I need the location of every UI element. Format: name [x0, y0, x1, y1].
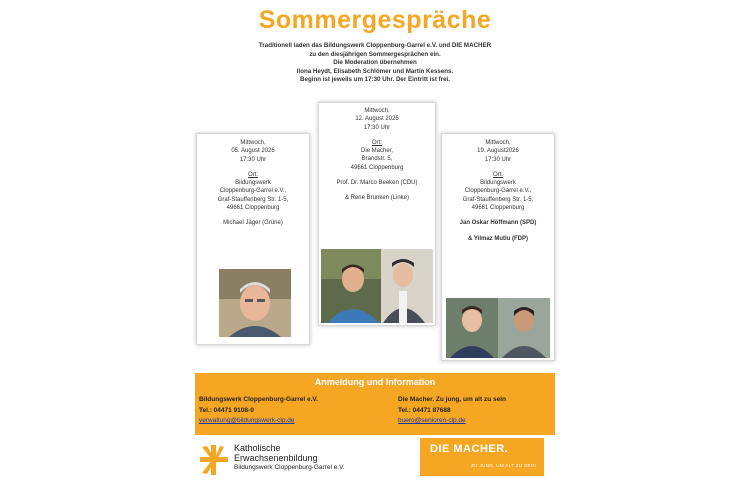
registration-box [195, 373, 555, 435]
speaker-photo [321, 249, 433, 323]
org-email-link[interactable]: buero@senioren-clp.de [398, 417, 466, 424]
org-name: Bildungswerk Cloppenburg-Garrel e.V. [199, 396, 318, 403]
event-address-line: Brandstr. 5, [361, 156, 393, 163]
die-macher-logo [420, 438, 544, 476]
event-time: 17:30 Uhr [484, 156, 512, 163]
intro-line: zu den diesjährigen Sommergesprächen ein. [309, 50, 441, 58]
org-email-link[interactable]: verwaltung@bildungswerk-clp.de [199, 417, 295, 424]
macher-tagline: ZU JUNG, UM ALT ZU SEIN [471, 463, 536, 468]
org-name: Die Macher. Zu jung, um alt zu sein [398, 396, 506, 403]
event-address-line: Graf-Stauffenberg Str. 1-5, [217, 196, 289, 203]
event-day: Mittwoch, [364, 108, 390, 114]
registration-right [398, 395, 506, 427]
speaker-photo [219, 269, 291, 337]
event-date: 05. August 2026 [231, 148, 275, 155]
page-title: Sommergespräche [258, 6, 492, 34]
intro-line: Ilona Heydt, Elisabeth Schlömer und Martin Kessens. [296, 67, 454, 75]
event-address-line: Cloppenburg-Garrel e.V., [219, 188, 287, 195]
event-ort-label: Ort: [372, 139, 382, 146]
org-phone: Tel.: 04471 9108-0 [199, 406, 254, 414]
event-address-line: 49661 Cloppenburg [226, 205, 280, 212]
event-address-line: Cloppenburg-Garrel e.V., [464, 188, 532, 195]
event-time: 17:30 Uhr [239, 156, 267, 163]
keb-line: Erwachsenenbildung [234, 453, 318, 463]
event-address-line: Bildungswerk [235, 180, 271, 187]
event-address-line: 49661 Cloppenburg [350, 164, 404, 171]
intro-line: Beginn ist jeweils um 17:30 Uhr. Der Eintritt ist frei. [300, 76, 450, 84]
event-address-line: Die Macher, [360, 148, 393, 155]
event-person: Prof. Dr. Marco Beeken (CDU) [336, 180, 418, 187]
event-person: & Yilmaz Mutlu (FDP) [468, 235, 528, 242]
event-day: Mittwoch, [240, 140, 266, 146]
event-ort-label: Ort: [493, 171, 503, 178]
keb-logo [198, 441, 398, 481]
event-address-line: 49661 Cloppenburg [471, 205, 525, 212]
keb-line: Katholische [234, 443, 281, 453]
intro-line: Traditionell laden das Bildungswerk Cloppenburg-Garrel e.V. und DIE MACHER [258, 42, 492, 49]
intro-line: Die Moderation übernehmen [333, 59, 417, 67]
keb-sun-icon [198, 443, 230, 477]
org-phone: Tel.: 04471 87688 [398, 406, 451, 414]
event-person: & Rene Brunken (Linke) [344, 195, 410, 202]
keb-text [234, 443, 345, 473]
event-date: 19. August2026 [477, 148, 519, 155]
event-date: 12. August 2026 [355, 116, 399, 123]
event-person: Michael Jäger (Grüne) [223, 220, 283, 227]
keb-line: Bildungswerk Cloppenburg-Garrel e.V. [234, 464, 345, 471]
speaker-photo [446, 298, 550, 358]
registration-title: Anmeldung und Information [314, 377, 436, 387]
event-day: Mittwoch, [485, 140, 511, 146]
event-address-line: Bildungswerk [480, 180, 516, 187]
registration-left [199, 395, 318, 427]
event-card-3 [441, 133, 555, 361]
event-card-2 [318, 102, 436, 326]
intro-text [225, 42, 525, 85]
event-time: 17:30 Uhr [363, 124, 391, 131]
event-card-1 [196, 133, 310, 345]
macher-name: DIE MACHER. [430, 443, 509, 455]
event-person: Jan Oskar Höffmann (SPD) [459, 220, 537, 227]
event-ort-label: Ort: [248, 171, 258, 178]
event-address-line: Graf-Stauffenberg Str. 1-5, [462, 196, 534, 203]
